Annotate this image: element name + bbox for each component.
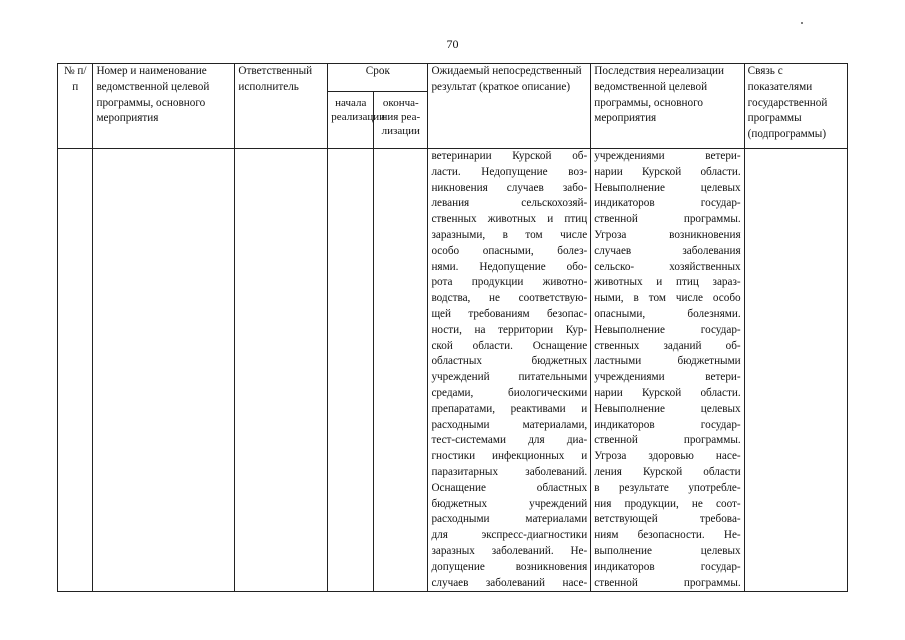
- text-line: никновения случаев забо-: [431, 181, 588, 194]
- text-line: тест-системами для диа-: [431, 434, 588, 447]
- text-line: ственных животных и птиц: [431, 213, 588, 226]
- text-line: ности, на территории Кур-: [431, 323, 588, 336]
- text-line: препаратами, реактивами и: [431, 402, 588, 415]
- text-line: Невыполнение целевых: [594, 402, 741, 415]
- text-line: средами, биологическими: [431, 386, 588, 399]
- text-line: ственной программы.: [594, 213, 741, 226]
- text-line: рота продукции животно-: [431, 276, 588, 289]
- header-consequences: Последствия нереализации ведомственной целевой программы, основного мероприятия: [591, 64, 744, 149]
- text-line: Угроза здоровью насе-: [594, 450, 741, 463]
- text-line: особо опасными, болез-: [431, 244, 588, 257]
- text-line: учреждениями ветери-: [594, 150, 741, 162]
- header-num: № п/п: [58, 64, 93, 149]
- text-line: Невыполнение государ-: [594, 323, 741, 336]
- text-line: ластными бюджетными: [594, 355, 741, 368]
- text-line: животных и птиц зараз-: [594, 276, 741, 289]
- text-line: ственной программы.: [594, 434, 741, 447]
- text-line: расходными материалами: [431, 513, 588, 526]
- text-line: ными, в том числе особо: [594, 292, 741, 305]
- text-line: ственных заданий об-: [594, 339, 741, 352]
- table-row: [58, 149, 848, 592]
- header-program-name: Номер и наименование ведомственной целевой программы, основного мероприятия: [93, 64, 235, 149]
- text-line: ниям безопасности. Не-: [594, 529, 741, 542]
- text-line: ветеринарии Курской об-: [431, 150, 588, 162]
- text-line: допущение возникновения: [431, 560, 588, 573]
- header-term: Срок: [328, 64, 428, 92]
- header-row: [58, 64, 848, 92]
- text-line: учреждениями ветери-: [594, 371, 741, 384]
- text-line: в результате употребле-: [594, 481, 741, 494]
- text-line: заразными, в том числе: [431, 228, 588, 241]
- text-line: выполнение целевых: [594, 544, 741, 557]
- cell-term-end: [374, 149, 428, 592]
- text-line: ления Курской области: [594, 465, 741, 478]
- text-line: ственной программы.: [594, 576, 741, 589]
- text-line: случаев заболеваний насе-: [431, 576, 588, 589]
- text-line: щей требованиям безопас-: [431, 307, 588, 320]
- text-line: паразитарных заболеваний.: [431, 465, 588, 478]
- text-line: опасными, болезнями.: [594, 307, 741, 320]
- text-line: индикаторов государ-: [594, 197, 741, 210]
- text-line: случаев заболевания: [594, 244, 741, 257]
- text-line: ской области. Оснащение: [431, 339, 588, 352]
- text-line: для экспресс-диагностики: [431, 529, 588, 542]
- cell-consequences: [591, 149, 744, 592]
- header-responsible: Ответственный исполнитель: [235, 64, 328, 149]
- text-line: областных бюджетных: [431, 355, 588, 368]
- cell-program-name: [93, 149, 235, 592]
- text-line: ния продукции, не соот-: [594, 497, 741, 510]
- text-line: индикаторов государ-: [594, 560, 741, 573]
- text-line: учреждений питательными: [431, 371, 588, 384]
- text-line: ласти. Недопущение воз-: [431, 165, 588, 178]
- text-line: заразных заболеваний. Не-: [431, 544, 588, 557]
- cell-term-start: [328, 149, 374, 592]
- text-line: водства, не соответствую-: [431, 292, 588, 305]
- text-line: Оснащение областных: [431, 481, 588, 494]
- header-term-end: оконча-ния реа-лизации: [374, 92, 428, 149]
- cell-expected-result: [428, 149, 591, 592]
- text-line: гностики инфекционных и: [431, 450, 588, 463]
- cell-responsible: [235, 149, 328, 592]
- cell-link-indicators: [744, 149, 847, 592]
- scan-speck: [801, 22, 803, 24]
- text-line: нарии Курской области.: [594, 386, 741, 399]
- text-line: нями. Недопущение обо-: [431, 260, 588, 273]
- text-line: бюджетных учреждений: [431, 497, 588, 510]
- header-term-start: начала реализации: [328, 92, 374, 149]
- text-line: левания сельскохозяй-: [431, 197, 588, 210]
- cell-num: [58, 149, 93, 592]
- text-line: Невыполнение целевых: [594, 181, 741, 194]
- header-link-indicators: Связь с показателями государственной программы (подпрограммы): [744, 64, 847, 149]
- text-line: ветствующей требова-: [594, 513, 741, 526]
- text-line: индикаторов государ-: [594, 418, 741, 431]
- page-number: 70: [446, 37, 459, 51]
- text-line: сельско- хозяйственных: [594, 260, 741, 273]
- program-table: [57, 63, 848, 592]
- text-line: Угроза возникновения: [594, 228, 741, 241]
- text-line: нарии Курской области.: [594, 165, 741, 178]
- header-expected-result: Ожидаемый непосредственный результат (краткое описание): [428, 64, 591, 149]
- text-line: расходными материалами,: [431, 418, 588, 431]
